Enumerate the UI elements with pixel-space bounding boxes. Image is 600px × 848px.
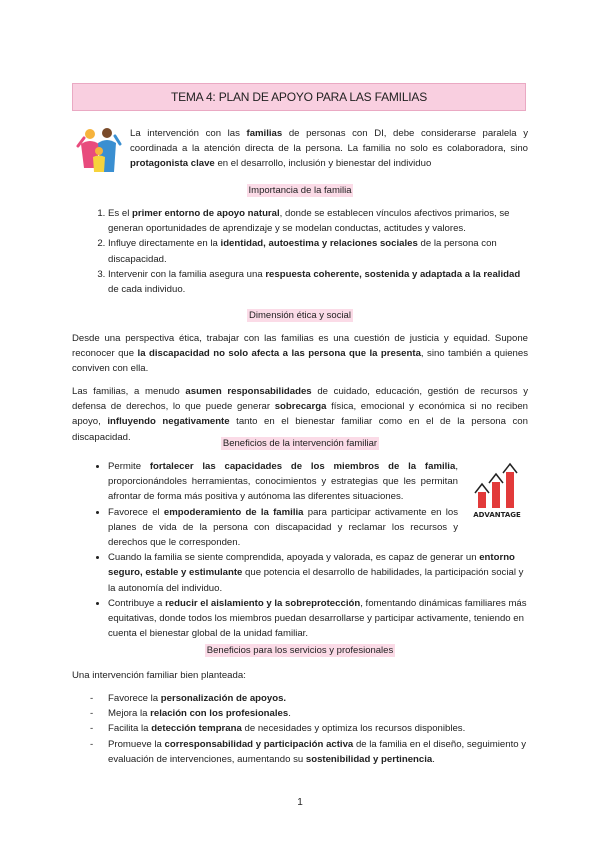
section-heading-importancia: Importancia de la familia	[248, 185, 352, 196]
section-heading-beneficios-servicios: Beneficios para los servicios y profesionales	[206, 645, 394, 656]
page-title: TEMA 4: PLAN DE APOYO PARA LAS FAMILIAS	[72, 83, 526, 111]
intro-paragraph: La intervención con las familias de personas con DI, debe considerarse paralela y coordinada a la atención directa de la persona. La familia no solo es colaboradora, sino protagonista clave en el desarrollo, inclusión y bienestar del individuo	[130, 128, 529, 170]
section-heading-beneficios-familiar: Beneficios de la intervención familiar	[222, 438, 378, 449]
list-item: • Contribuye a reducir el aislamiento y la sobreprotección, fomentando dinámicas familiares más equitativas, donde todos los miembros puedan desarrollarse y participar activamente, teniendo en cuenta el bienestar global de la unidad familiar.	[108, 596, 528, 642]
list-item: - Favorece la personalización de apoyos.	[72, 691, 528, 706]
importancia-list	[72, 206, 528, 297]
list-item: - Facilita la detección temprana de necesidades y optimiza los recursos disponibles.	[72, 721, 528, 736]
page-number: 1	[297, 797, 303, 808]
family-icon	[76, 124, 122, 176]
list-item: - Mejora la relación con los profesionales.	[72, 706, 528, 721]
list-item: 1. Es el primer entorno de apoyo natural, donde se establecen vínculos afectivos primarios, se generan oportunidades de aprendizaje y se modelan conductas, actitudes y valores.	[108, 206, 528, 236]
advantage-label: ADVANTAGE	[473, 511, 521, 519]
section-heading-dimension: Dimensión ética y social	[249, 310, 351, 321]
list-item: - Promueve la corresponsabilidad y participación activa de la familia en el diseño, seguimiento y evaluación de intervenciones, aumentando su sostenibilidad y pertinencia.	[72, 737, 528, 767]
list-item: • Favorece el empoderamiento de la familia para participar activamente en los planes de vida de la persona con discapacidad y reclamar los recursos y derechos que le corresponden.	[108, 505, 528, 551]
beneficios-servicios-list	[72, 691, 528, 767]
list-item: • Cuando la familia se siente comprendida, apoyada y valorada, es capaz de generar un entorno seguro, estable y estimulante que potencia el desarrollo de habilidades, la participación social y la autonomía del individuo.	[108, 550, 528, 596]
dimension-paragraph-2: Las familias, a menudo asumen responsabilidades de cuidado, educación, gestión de recursos y defensa de derechos, lo que puede generar sobrecarga física, emocional y económica si no reciben apoyo, influyendo negativamente tanto en el bienestar familiar como en el de la persona con discapacidad.	[72, 386, 529, 443]
beneficios-familiar-list	[72, 459, 528, 641]
dimension-paragraph-1: Desde una perspectiva ética, trabajar con las familias es una cuestión de justicia y equidad. Supone reconocer que la discapacidad no solo afecta a las persona que la presenta, sino también a quienes conviven con ella.	[72, 333, 529, 375]
list-item: 2. Influye directamente en la identidad, autoestima y relaciones sociales de la persona con discapacidad.	[108, 236, 528, 266]
list-item: • Permite fortalecer las capacidades de los miembros de la familia, proporcionándoles herramientas, conocimientos y estrategias que les permitan afrontar de forma más positiva y autónoma las diferentes situaciones.	[108, 459, 528, 505]
list-item: 3. Intervenir con la familia asegura una respuesta coherente, sostenida y adaptada a la realidad de cada individuo.	[108, 267, 528, 297]
servicios-lead: Una intervención familiar bien planteada:	[72, 670, 246, 681]
